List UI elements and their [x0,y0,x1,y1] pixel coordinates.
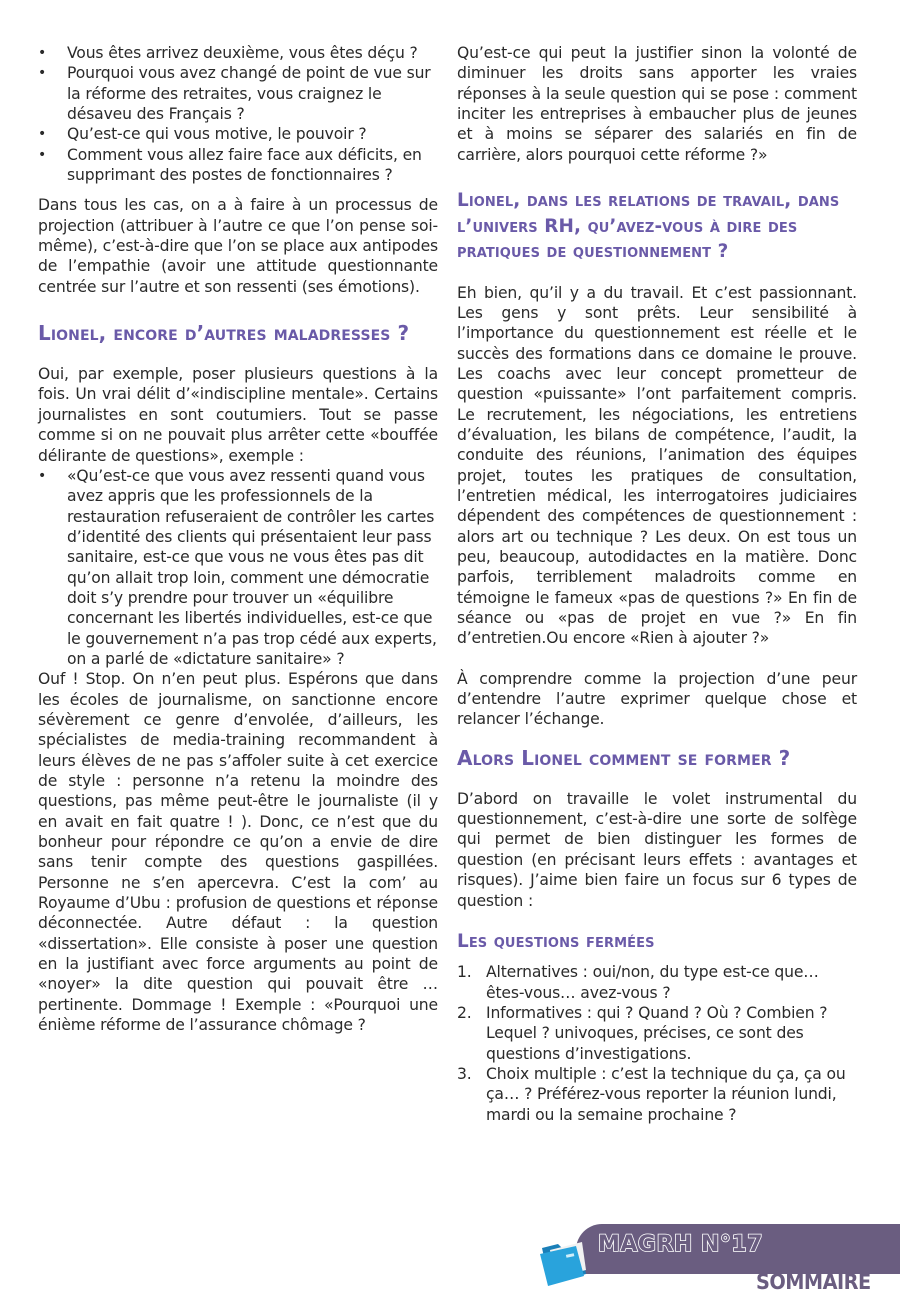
example-question-list [38,466,438,669]
list-item: 3. Choix multiple : c’est la technique du ça, ça ou ça… ? Préférez-vous reporter la réunion lundi, mardi ou la semaine prochaine ? [457,1065,846,1124]
list-item: 2. Informatives : qui ? Quand ? Où ? Combien ? Lequel ? univoques, précises, ce sont des questions d’investigations. [457,1004,828,1063]
list-item: • Pourquoi vous avez changé de point de vue sur la réforme des retraites, vous craignez le désaveu des Français ? [38,64,431,124]
heading-se-former: Alors Lionel comment se former ? [457,745,791,770]
bullet-icon: • [38,467,47,484]
bullet-icon: • [38,146,47,163]
paragraph-ouf: Ouf ! Stop. On n’en peut plus. Espérons que dans les écoles de journalisme, on sanctionne encore sévèrement ce genre d’envolée, d’ailleurs, les spécialistes de media-training recommandent à leurs élèves de ne pas s’affoler suite à cet exercice de style : personne n’a retenu la moindre des questions, pas même peut-être le journaliste (il y en avait en fait quatre ! ). Donc, ce n’est que du bonheur pour répondre ce qu’on a envie de dire sans tenir compte des questions gaspillées. Personne ne s’en apercevra. C’est la com’ au Royaume d’Ubu : profusion de questions et réponse déconnectée. Autre défaut : la question «dissertation». Elle consiste à poser une question en la justifiant avec force arguments au point de «noyer» la dite question qui pouvait être … pertinente. Dommage ! Exemple : «Pourquoi une énième réforme de l’assurance chômage ? [38,670,438,1035]
paragraph-projection: Dans tous les cas, on a à faire à un processus de projection (attribuer à l’autre ce que l’on pense soi-même), c’est-à-dire que l’on se place aux antipodes de l’empathie (avoir une attitude questionnante centrée sur l’autre et son ressenti (ses émotions). [38,196,438,296]
heading-questions-fermees: Les questions fermées [457,930,655,952]
paragraph-travail: Eh bien, qu’il y a du travail. Et c’est passionnant. Les gens y sont prêts. Leur sensibilité à l’importance du questionnement est réelle et le succès des formations dans ce domaine le prouve. Les coachs avec leur concept prometteur de question «puissante» l’ont parfaitement compris. Le recrutement, les négociations, les entretiens d’évaluation, les bilans de compétence, l’audit, la conduite des réunions, l’animation des équipes projet, toutes les pratiques de consultation, l’entretien médical, les interrogatoires judiciaires dépendent des compétences de questionnement : alors art ou technique ? Les deux. On est tous un peu, beaucoup, autodidactes en la matière. Donc parfois, terriblement maladroits comme en témoigne le fameux «pas de questions ?» En fin de séance ou «pas de projet en vue ?» En fin d’entretien.Ou encore «Rien à ajouter ?» [457,283,857,648]
list-number: 1. [457,963,472,982]
bullet-icon: • [38,65,47,82]
paragraph-indiscipline: Oui, par exemple, poser plusieurs questions à la fois. Un vrai délit d’«indiscipline mentale». Certains journalistes en sont coutumiers. Tout se passe comme si on ne pouvait plus arrêter cette «bouffée délirante de questions», exemple : [38,365,438,465]
paragraph-projection-peur: À comprendre comme la projection d’une peur d’entendre l’autre exprimer quelque chose et relancer l’échange. [457,669,857,729]
bullet-icon: • [38,45,47,61]
heading-maladresses: Lionel, encore d’autres maladresses ? [38,321,410,346]
sommaire-label[interactable]: SOMMAIRE [756,1270,871,1294]
left-column [38,43,438,1035]
list-item: • «Qu’est-ce que vous avez ressenti quand vous avez appris que les professionnels de la restauration refuseraient de contrôler les cartes d’identité des clients qui présentaient leur pass sanitaire, est-ce que vous ne vous êtes pas dit qu’on allait trop loin, comment une démocratie doit s’y prendre pour trouver un «équilibre concernant les libertés individuelles, est-ce que le gouvernement n’a pas trop cédé aux experts, on a parlé de «dictature sanitaire» ? [38,466,437,668]
closed-question-types-list [457,962,857,1125]
list-item: • Vous êtes arrivez deuxième, vous êtes déçu ? [38,44,418,62]
list-number: 3. [457,1065,472,1084]
sommaire-link[interactable] [536,1222,900,1305]
intro-question-list [38,43,438,185]
heading-rh-practices: Lionel, dans les relations de travail, dans l’univers RH, qu’avez-vous à dire des pratiques de questionnement ? [457,190,840,263]
list-item: • Comment vous allez faire face aux déficits, en supprimant des postes de fonctionnaires ? [38,145,422,185]
right-column [457,43,857,1125]
list-item: 1. Alternatives : oui/non, du type est-ce que… êtes-vous… avez-vous ? [457,963,819,1002]
folder-icon [536,1234,592,1286]
list-item: • Qu’est-ce qui vous motive, le pouvoir ? [38,125,367,144]
bullet-icon: • [38,126,47,143]
list-number: 2. [457,1004,472,1023]
paragraph-continuation: Qu’est-ce qui peut la justifier sinon la volonté de diminuer les droits sans apporter les vraies réponses à la seule question qui se pose : comment inciter les entreprises à embaucher plus de jeunes et à moins se séparer des salariés en fin de carrière, alors pourquoi cette réforme ?» [457,44,857,164]
magazine-issue-label: MAGRH N°17 [598,1232,764,1257]
paragraph-solfege: D’abord on travaille le volet instrumental du questionnement, c’est-à-dire une sorte de solfège qui permet de bien distinguer les formes de question (en précisant leurs effets : avantages et risques). J’aime bien faire un focus sur 6 types de question : [457,789,857,910]
